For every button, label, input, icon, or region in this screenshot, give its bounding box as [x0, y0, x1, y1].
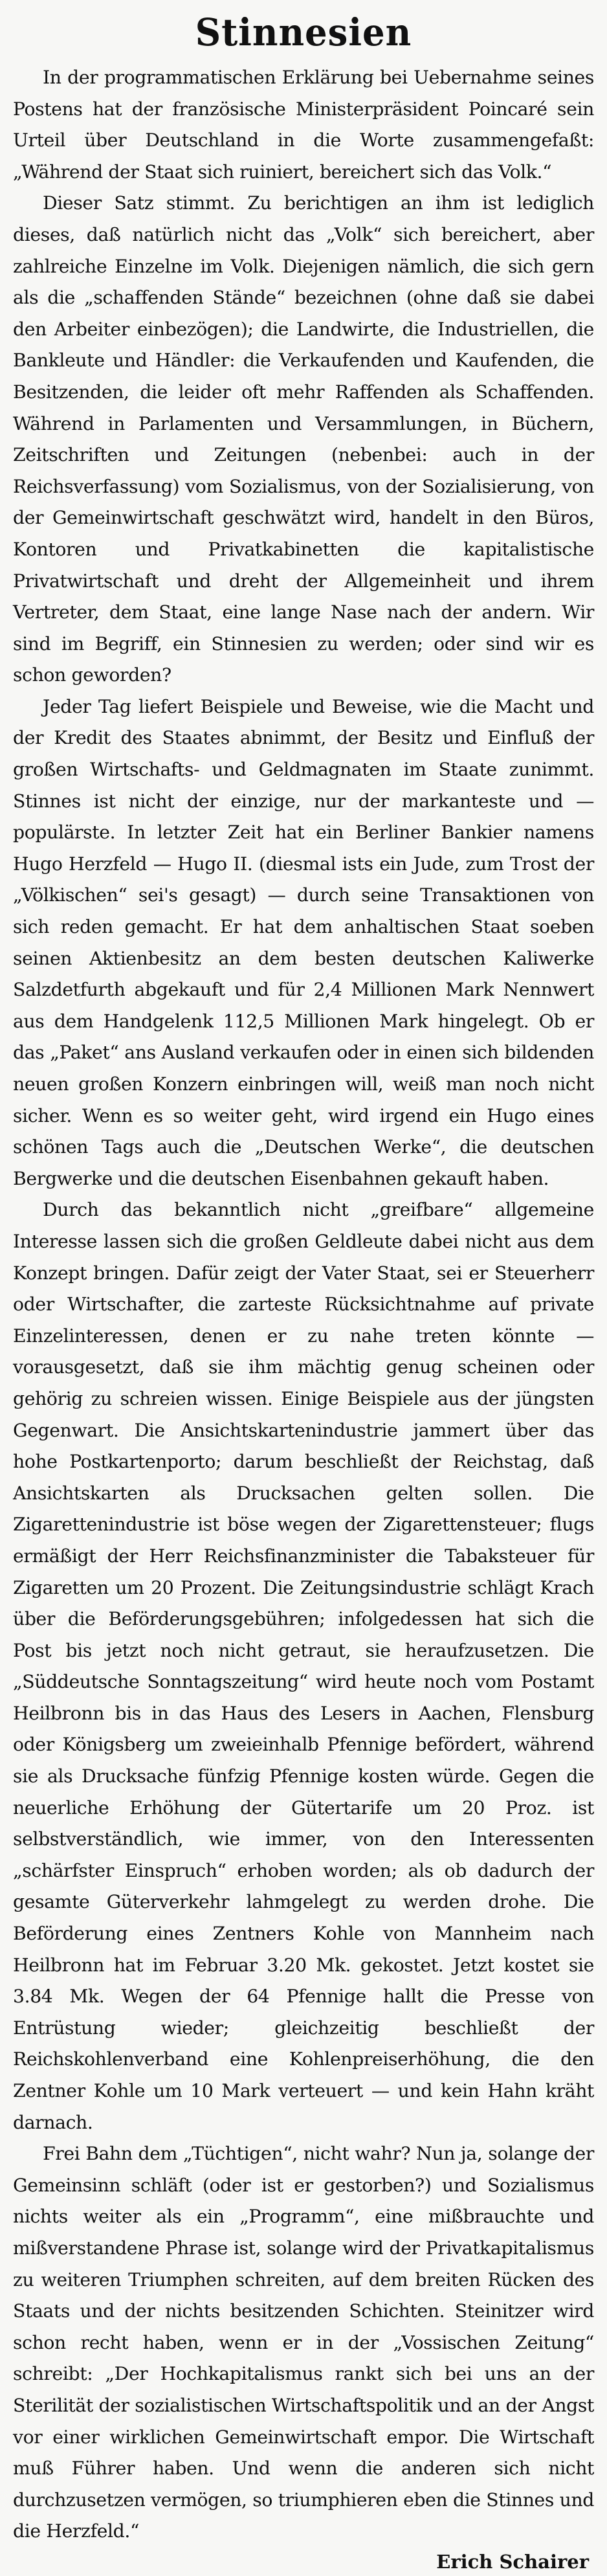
- article-paragraph: Dieser Satz stimmt. Zu berichtigen an ihm ist lediglich dieses, daß natürlich nicht das „Volk“ sich bereichert, aber zahlreiche Einzelne im Volk. Diejenigen nämlich, die sich gern als die „schaffenden Stände“ bezeichnen (ohne daß sie dabei den Arbeiter einbezögen); die Landwirte, die Industriellen, die Bankleute und Händler: die Verkaufenden und Kaufenden, die Besitzenden, die leider oft mehr Raffenden als Schaffenden. Während in Parlamenten und Versammlungen, in Büchern, Zeitschriften und Zeitungen (nebenbei: auch in der Reichsverfassung) vom Sozialismus, von der Sozialisierung, von der Gemeinwirtschaft geschwätzt wird, handelt in den Büros, Kontoren und Privatkabinetten die kapitalistische Privatwirtschaft und dreht der Allgemeinheit und ihrem Vertreter, dem Staat, eine lange Nase nach der andern. Wir sind im Begriff, ein Stinnesien zu werden; oder sind wir es schon geworden?: [13, 192, 594, 686]
- author-signature: Erich Schairer: [436, 2550, 589, 2573]
- article-paragraph: Frei Bahn dem „Tüchtigen“, nicht wahr? Nun ja, solange der Gemeinsinn schläft (oder ist er gestorben?) und Sozialismus nichts weiter als ein „Programm“, eine mißbrauchte und mißverstandene Phrase ist, solange wird der Privatkapitalismus zu weiteren Triumphen schreiten, auf dem breiten Rücken des Staats und der nichts besitzenden Schichten. Steinitzer wird schon recht haben, wenn er in der „Vossischen Zeitung“ schreibt: „Der Hochkapitalismus rankt sich bei uns an der Sterilität der sozialistischen Wirtschaftspolitik und an der Angst vor einer wirklichen Gemeinwirtschaft empor. Die Wirtschaft muß Führer haben. Und wenn die anderen sich nicht durchzusetzen vermögen, so triumphieren eben die Stinnes und die Herzfeld.“: [13, 2143, 594, 2542]
- article-paragraph: Jeder Tag liefert Beispiele und Beweise, wie die Macht und der Kredit des Staates abnimmt, der Besitz und Einfluß der großen Wirtschafts- und Geldmagnaten im Staate zunimmt. Stinnes ist nicht der einzige, nur der markanteste und — populärste. In letzter Zeit hat ein Berliner Bankier namens Hugo Herzfeld — Hugo II. (diesmal ists ein Jude, zum Trost der „Völkischen“ sei's gesagt) — durch seine Transaktionen von sich reden gemacht. Er hat dem anhaltischen Staat soeben seinen Aktienbesitz an dem besten deutschen Kaliwerke Salzdetfurth abgekauft und für 2,4 Millionen Mark Nennwert aus dem Handgelenk 112,5 Millionen Mark hingelegt. Ob er das „Paket“ ans Ausland verkaufen oder in einen sich bildenden neuen großen Konzern einbringen will, weiß man noch nicht sicher. Wenn es so weiter geht, wird irgend ein Hugo eines schönen Tags auch die „Deutschen Werke“, die deutschen Bergwerke und die deutschen Eisenbahnen gekauft haben.: [13, 695, 594, 1189]
- article-title: Stinnesien: [195, 10, 412, 54]
- article-paragraph: Durch das bekanntlich nicht „greifbare“ allgemeine Interesse lassen sich die großen Geldleute dabei nicht aus dem Konzept bringen. Dafür zeigt der Vater Staat, sei er Steuerherr oder Wirtschafter, die zarteste Rücksichtnahme auf private Einzelinteressen, denen er zu nahe treten könnte — vorausgesetzt, daß sie ihm mächtig genug scheinen oder gehörig zu schreien wissen. Einige Beispiele aus der jüngsten Gegenwart. Die Ansichtskartenindustrie jammert über das hohe Postkartenporto; darum beschließt der Reichstag, daß Ansichtskarten als Drucksachen gelten sollen. Die Zigarettenindustrie ist böse wegen der Zigarettensteuer; flugs ermäßigt der Herr Reichsfinanzminister die Tabaksteuer für Zigaretten um 20 Prozent. Die Zeitungsindustrie schlägt Krach über die Beförderungsgebühren; infolgedessen hat sich die Post bis jetzt noch nicht getraut, sie heraufzusetzen. Die „Süddeutsche Sonntagszeitung“ wird heute noch vom Postamt Heilbronn bis in das Haus des Lesers in Aachen, Flensburg oder Königsberg um zweieinhalb Pfennige befördert, während sie als Drucksache fünfzig Pfennige kosten würde. Gegen die neuerliche Erhöhung der Gütertarife um 20 Proz. ist selbstverständlich, wie immer, von den Interessenten „schärfster Einspruch“ erhoben worden; als ob dadurch der gesamte Güterverkehr lahmgelegt zu werden drohe. Die Beförderung eines Zentners Kohle von Mannheim nach Heilbronn hat im Februar 3.20 Mk. gekostet. Jetzt kostet sie 3.84 Mk. Wegen der 64 Pfennige hallt die Presse von Entrüstung wieder; gleichzeitig beschließt der Reichskohlenverband eine Kohlenpreiserhöhung, die den Zentner Kohle um 10 Mark verteuert — und kein Hahn kräht darnach.: [13, 1199, 594, 2133]
- article-paragraph: In der programmatischen Erklärung bei Uebernahme seines Postens hat der französische Ministerpräsident Poincaré sein Urteil über Deutschland in die Worte zusammengefaßt: „Während der Staat sich ruiniert, bereichert sich das Volk.“: [13, 67, 594, 183]
